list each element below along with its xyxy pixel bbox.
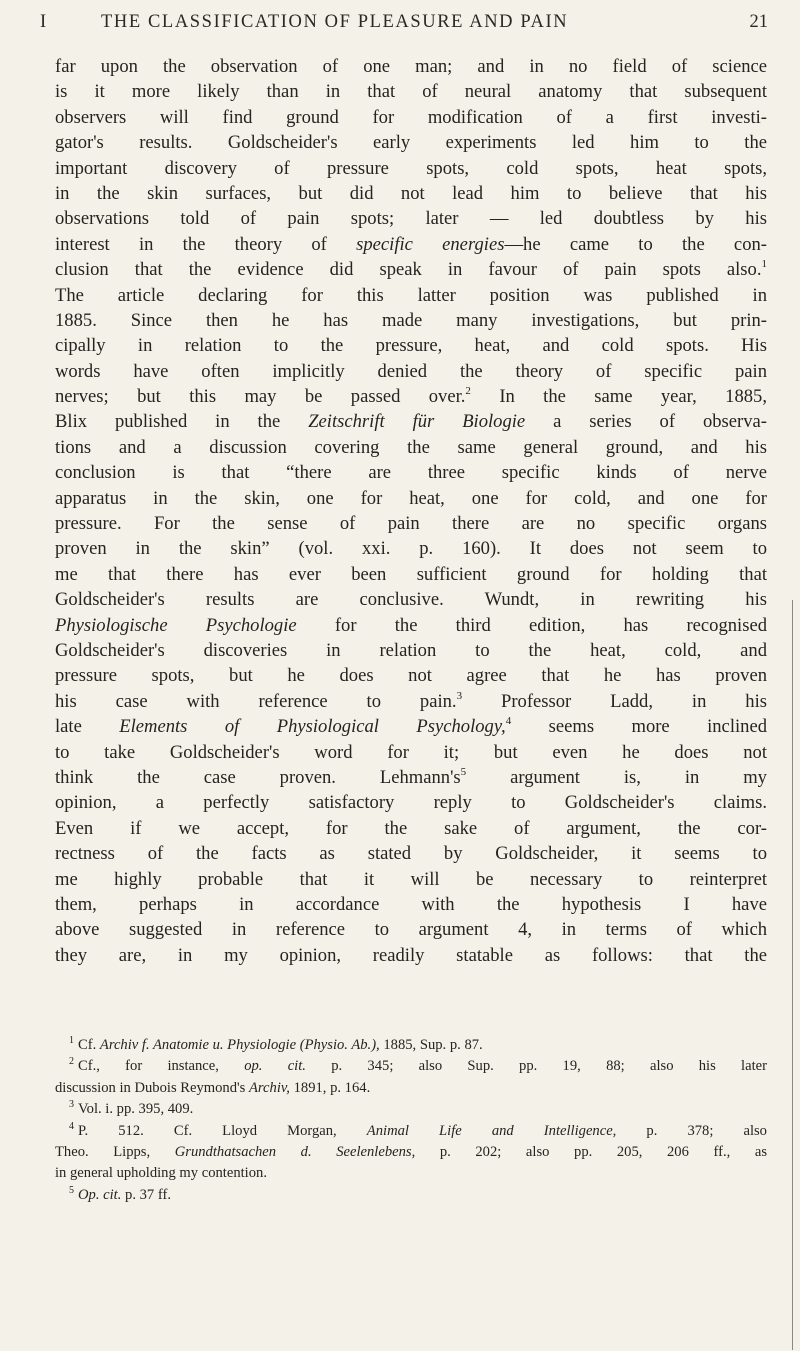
footnote-ref: 5 — [460, 765, 467, 778]
text-line: late Elements of Physiological Psychology,$^4$ seems more inclined — [55, 715, 767, 738]
text-line: nerves; but this may be passed over.$^2$ In the same year, 1885, — [55, 385, 767, 408]
running-title: THE CLASSIFICATION OF PLEASURE AND PAIN — [101, 12, 569, 32]
footnote-ref: 1 — [761, 258, 767, 271]
text-line: far upon the observation of one man; and in no field of science — [55, 56, 767, 77]
text-line: to take Goldscheider's word for it; but even he does not — [55, 741, 767, 763]
text-line: proven in the skin” (vol. xxi. p. 160). It does not seem to — [55, 538, 767, 560]
footnote-ref: 2 — [465, 385, 471, 398]
footnote-2-cont: discussion in Dubois Reymond's Archiv, 1891, p. 164. — [55, 1079, 371, 1096]
text-line: tions and a discussion covering the same general ground, and his — [55, 436, 767, 458]
footnote-5: $^5$ Op. cit. p. 37 ff. — [69, 1184, 171, 1203]
text-line: clusion that the evidence did speak in favour of pain spots also.$^1$ — [55, 258, 767, 281]
text-line: above suggested in reference to argument 4, in terms of which — [55, 919, 767, 941]
text-line: pressure spots, but he does not agree that he has proven — [55, 665, 767, 687]
chapter-marker: I — [40, 12, 48, 32]
text-line: observations told of pain spots; later — led doubtless by his — [55, 208, 767, 230]
text-line: cipally in relation to the pressure, heat, and cold spots. His — [55, 335, 767, 357]
text-line: Even if we accept, for the sake of argument, the cor- — [55, 817, 767, 839]
page-number: 21 — [749, 12, 768, 32]
text-line: they are, in my opinion, readily statable as follows: that the — [55, 944, 767, 966]
text-line: interest in the theory of specific energies—he came to the con- — [55, 233, 767, 255]
text-line: is it more likely than in that of neural anatomy that subsequent — [55, 81, 767, 103]
footnote-4: $^4$ P. 512. Cf. Lloyd Morgan, Animal Life and Intelligence, p. 378; also — [69, 1120, 767, 1139]
running-head — [40, 8, 772, 38]
footnotes — [55, 1035, 767, 1206]
text-line: gator's results. Goldscheider's early experiments led him to the — [55, 132, 767, 154]
footnote-2: $^2$ Cf., for instance, op. cit. p. 345; also Sup. pp. 19, 88; also his later — [69, 1056, 767, 1075]
text-line: Goldscheider's results are conclusive. Wundt, in rewriting his — [55, 589, 767, 611]
text-line: me highly probable that it will be necessary to reinterpret — [55, 868, 767, 890]
text-line: them, perhaps in accordance with the hypothesis I have — [55, 893, 767, 915]
italic-title: Elements of Physiological Psychology, — [119, 716, 506, 738]
text-line: me that there has ever been sufficient ground for holding that — [55, 563, 767, 585]
text-line: conclusion is that “there are three specific kinds of nerve — [55, 462, 767, 484]
text-line: rectness of the facts as stated by Goldscheider, it seems to — [55, 843, 767, 865]
footnote-ref: 4 — [505, 715, 512, 728]
text-line: important discovery of pressure spots, cold spots, heat spots, — [55, 157, 767, 179]
text-line: pressure. For the sense of pain there are no specific organs — [55, 513, 767, 535]
text-line: apparatus in the skin, one for heat, one for cold, and one for — [55, 487, 767, 509]
italic-title: Physiologische Psychologie — [55, 614, 297, 636]
text-line: in the skin surfaces, but did not lead him to believe that his — [55, 182, 767, 204]
text-line: The article declaring for this latter position was published in — [55, 284, 767, 306]
footnote-4-cont2: in general upholding my contention. — [55, 1165, 267, 1182]
text-line: think the case proven. $Lehmann's^5$ argument is, in my — [55, 765, 767, 788]
footnote-1: $^1$ Cf. Archiv f. Anatomie u. Physiologie (Physio. Ab.), 1885, Sup. p. 87. — [69, 1035, 483, 1053]
text-line: 1885. Since then he has made many investigations, but prin- — [55, 309, 767, 331]
italic-title: Zeitschrift für Biologie — [308, 411, 526, 433]
text-line: his case with reference to pain.$^3$ Professor Ladd, in his — [55, 689, 767, 712]
text-line: Goldscheider's discoveries in relation to the heat, cold, and — [55, 639, 767, 661]
footnote-ref: 3 — [456, 689, 463, 702]
italic-term: specific energies — [356, 233, 505, 255]
footnote-4-cont: Theo. Lipps, Grundthatsachen d. Seelenlebens, p. 202; also pp. 205, 206 ff., as — [55, 1143, 767, 1160]
text-line: words have often implicitly denied the theory of specific pain — [55, 360, 767, 382]
page-edge-line — [792, 600, 793, 1350]
text-line: Blix published in the Zeitschrift für Biologie a series of observa- — [55, 411, 767, 433]
footnote-3: $^3$ Vol. i. pp. 395, 409. — [69, 1099, 194, 1118]
text-line: Physiologische Psychologie for the third edition, has recognised — [55, 614, 767, 636]
body-text — [55, 54, 767, 968]
text-line: observers will find ground for modification of a first investi- — [55, 106, 767, 128]
text-line: opinion, a perfectly satisfactory reply to Goldscheider's claims. — [55, 792, 767, 814]
